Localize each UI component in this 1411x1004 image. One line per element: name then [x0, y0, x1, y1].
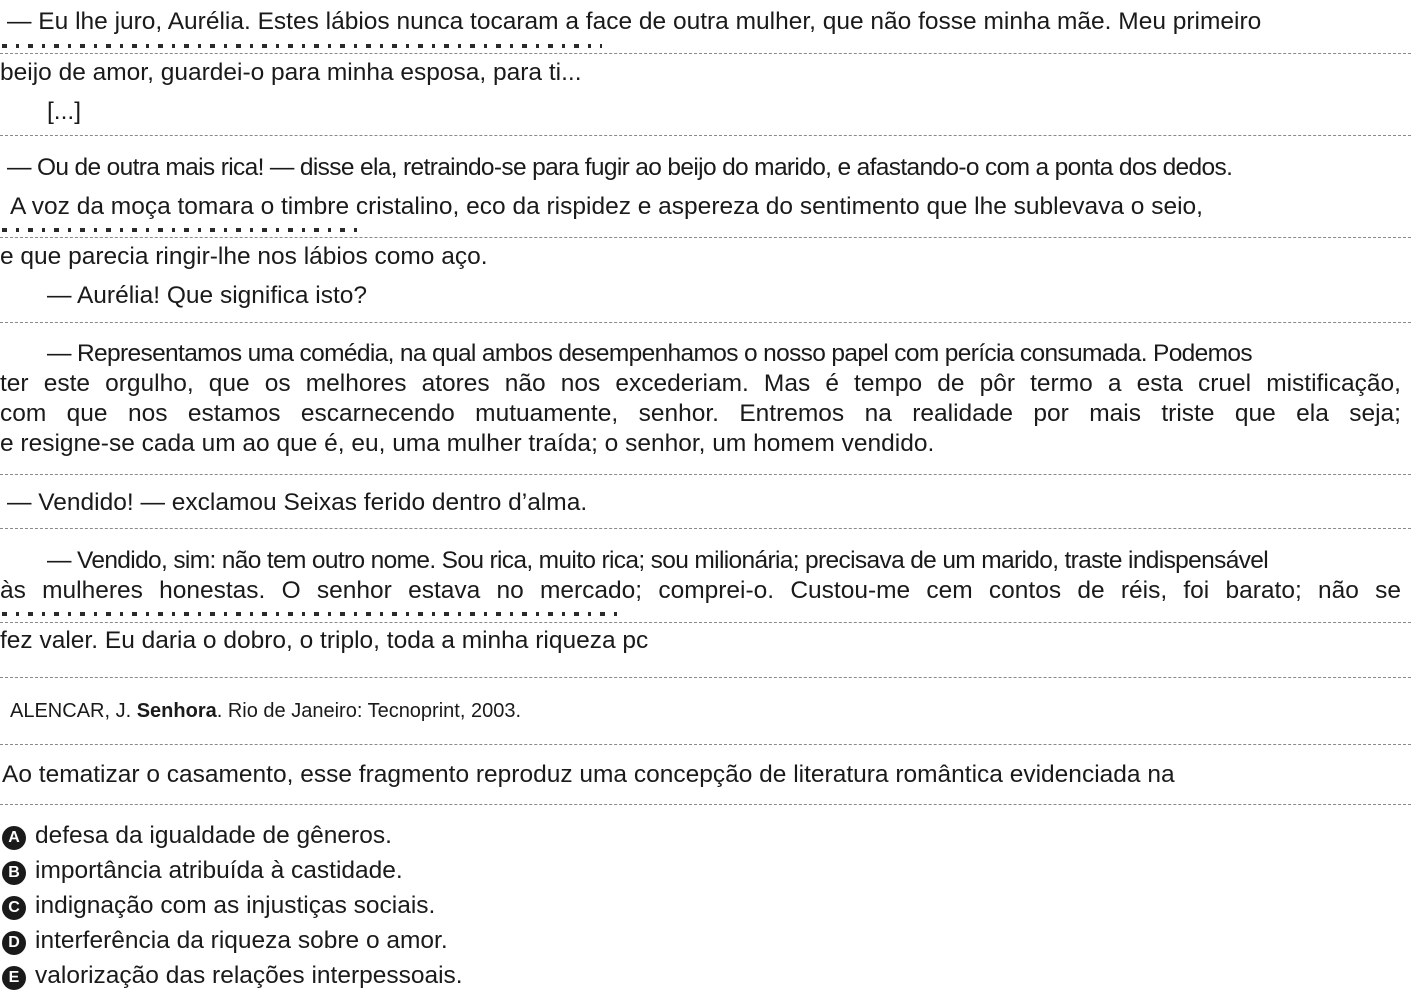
reference-title: Senhora [136, 700, 217, 722]
option-letter-badge: B [2, 861, 26, 885]
option-a[interactable] [2, 821, 392, 851]
excerpt-line-11: e resigne-se cada um ao que é, eu, uma mulher traída; o senhor, um homem vendido. [0, 430, 935, 457]
option-text: indignação com as injustiças sociais. [35, 892, 436, 919]
reference-details: . Rio de Janeiro: Tecnoprint, 2003. [216, 700, 522, 722]
option-b[interactable] [2, 856, 403, 886]
divider [0, 474, 1411, 475]
excerpt-ellipsis: [...] [47, 98, 82, 125]
divider [0, 135, 1411, 136]
option-text: importância atribuída à castidade. [35, 857, 403, 884]
excerpt-line-2: beijo de amor, guardei-o para minha esposa, para ti... [0, 59, 582, 86]
excerpt-line-14: às mulheres honestas. O senhor estava no mercado; comprei-o. Custou-me cem contos de réis, foi barato; não se [0, 577, 1401, 604]
clipped-text-fragment [2, 612, 622, 616]
clipped-text-fragment [2, 44, 602, 48]
option-letter-badge: C [2, 896, 26, 920]
clipped-text-fragment [2, 228, 362, 232]
divider [0, 322, 1411, 323]
excerpt-line-7: — Aurélia! Que significa isto? [47, 282, 368, 309]
excerpt-line-9: ter este orgulho, que os melhores atores não nos excederiam. Mas é tempo de pôr termo a esta cruel mistificação, [0, 370, 1401, 397]
option-text: defesa da igualdade de gêneros. [35, 822, 392, 849]
excerpt-line-10: com que nos estamos escarnecendo mutuamente, senhor. Entremos na realidade por mais triste que ela seja; [0, 400, 1401, 427]
bibliographic-reference [10, 696, 1411, 726]
option-text: valorização das relações interpessoais. [35, 962, 463, 989]
option-e[interactable] [2, 961, 463, 991]
divider [0, 744, 1411, 745]
divider [0, 237, 1411, 238]
option-d[interactable] [2, 926, 448, 956]
excerpt-line-8: — Representamos uma comédia, na qual ambos desempenhamos o nosso papel com perícia consumada. Podemos [47, 340, 1252, 367]
excerpt-line-15: fez valer. Eu daria o dobro, o triplo, toda a minha riqueza pc [0, 627, 649, 654]
question-stem: Ao tematizar o casamento, esse fragmento reproduz uma concepção de literatura romântica evidenciada na [2, 761, 1175, 788]
excerpt-line-13: — Vendido, sim: não tem outro nome. Sou rica, muito rica; sou milionária; precisava de um marido, traste indispensável [47, 547, 1269, 574]
excerpt-line-6: e que parecia ringir-lhe nos lábios como aço. [0, 243, 488, 270]
divider [0, 804, 1411, 805]
divider [0, 622, 1411, 623]
excerpt-line-5: A voz da moça tomara o timbre cristalino, eco da rispidez e aspereza do sentimento que lhe sublevava o seio, [10, 193, 1203, 220]
option-letter-badge: E [2, 966, 26, 990]
option-letter-badge: D [2, 931, 26, 955]
option-text: interferência da riqueza sobre o amor. [35, 927, 448, 954]
excerpt-line-12: — Vendido! — exclamou Seixas ferido dentro d’alma. [7, 489, 588, 516]
option-c[interactable] [2, 891, 435, 921]
divider [0, 677, 1411, 678]
excerpt-line-1: — Eu lhe juro, Aurélia. Estes lábios nunca tocaram a face de outra mulher, que não fosse minha mãe. Meu primeiro [7, 8, 1262, 35]
option-letter-badge: A [2, 826, 26, 850]
divider [0, 528, 1411, 529]
divider [0, 53, 1411, 54]
reference-author: ALENCAR, J. [10, 700, 137, 722]
excerpt-line-4: — Ou de outra mais rica! — disse ela, retraindo-se para fugir ao beijo do marido, e afastando-o com a ponta dos dedos. [7, 154, 1233, 181]
